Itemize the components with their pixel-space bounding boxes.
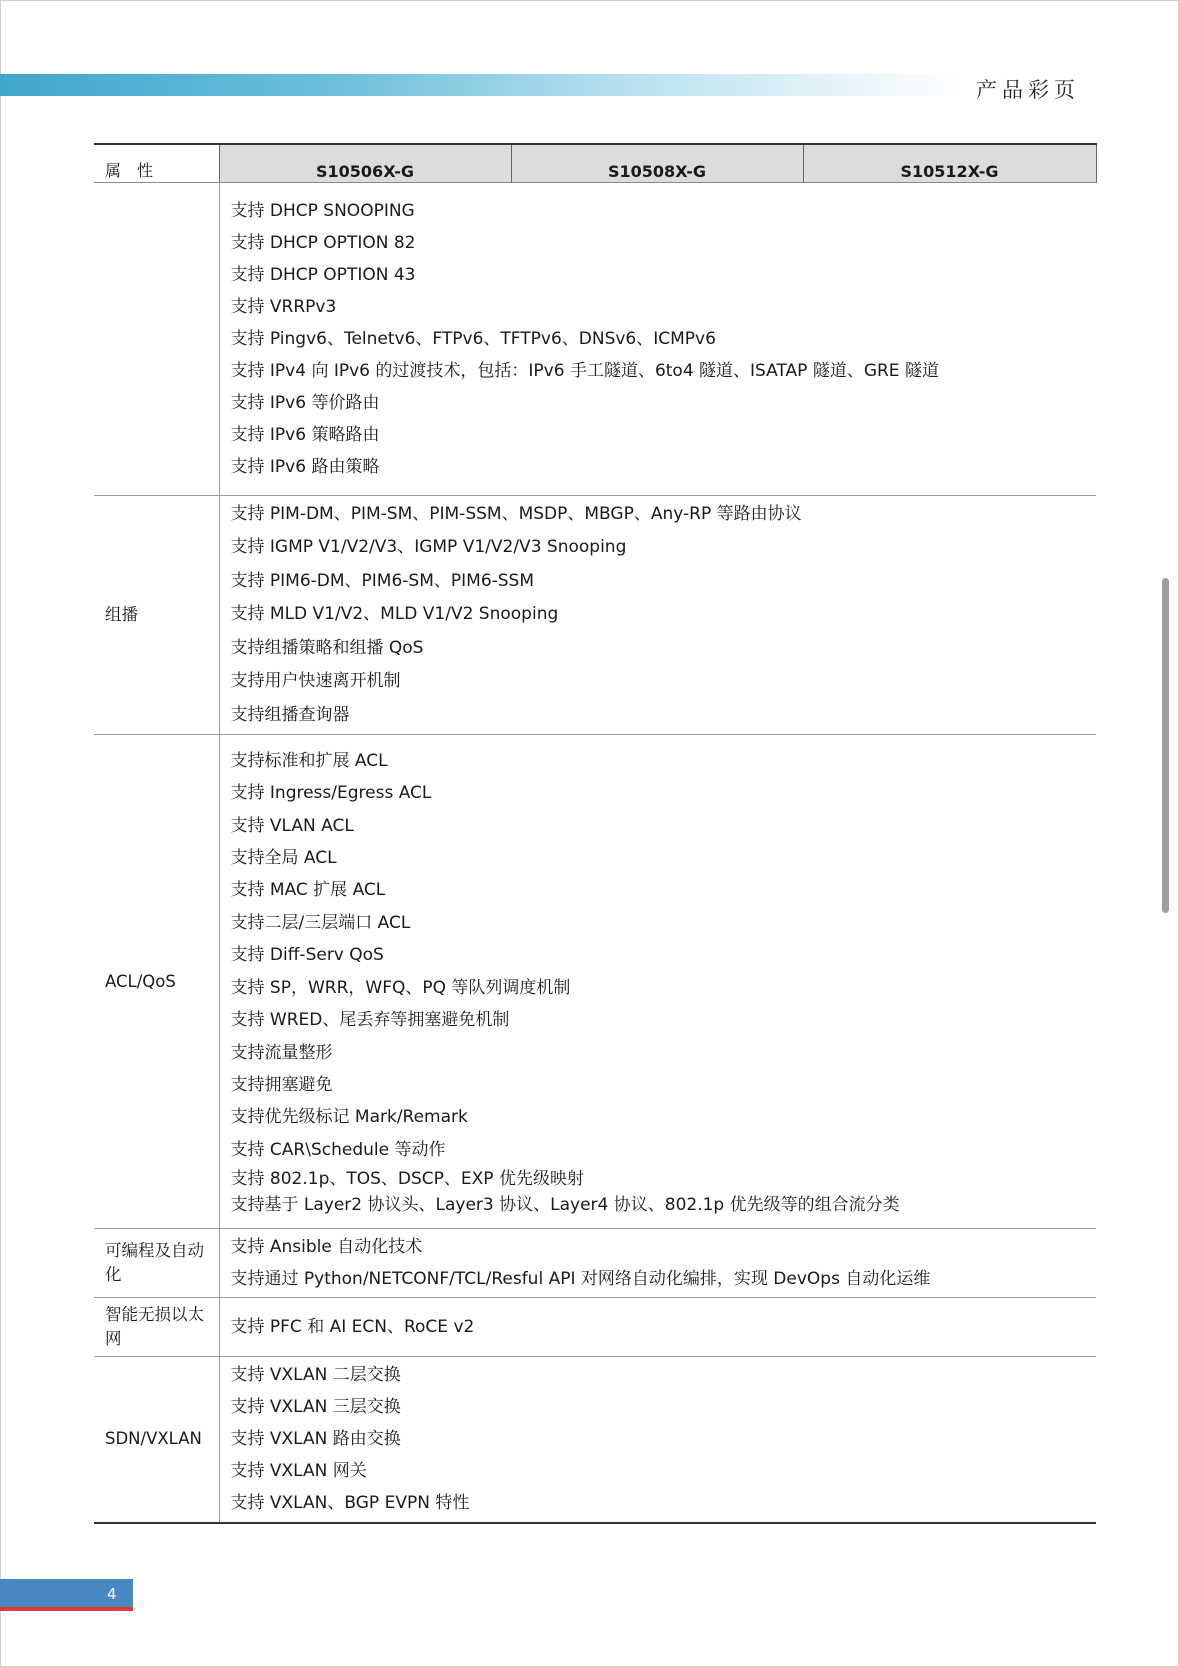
section-label: 组播 [94, 496, 219, 735]
model-column-header: S10512X-G [803, 144, 1096, 183]
list-item: 支持 VLAN ACL [230, 815, 354, 836]
page-header-title: 产品彩页 [976, 78, 1080, 102]
list-item: 支持用户快速离开机制 [230, 671, 401, 692]
section-content [219, 1229, 1096, 1298]
section-content [219, 1298, 1096, 1357]
section-label: 智能无损以太网 [94, 1298, 219, 1357]
model-column-header: S10508X-G [511, 144, 803, 183]
section-row [94, 183, 1096, 496]
list-item: 支持流量整形 [230, 1042, 333, 1063]
attr-column-header: 属 性 [94, 144, 219, 183]
list-item: 支持 DHCP OPTION 43 [230, 265, 416, 285]
list-item: 支持拥塞避免 [230, 1074, 333, 1095]
list-item: 支持 MLD V1/V2、MLD V1/V2 Snooping [230, 604, 559, 625]
list-item: 支持二层/三层端口 ACL [230, 912, 411, 933]
list-item: 支持 CAR\Schedule 等动作 [230, 1139, 446, 1160]
list-item: 支持 VXLAN 路由交换 [230, 1429, 401, 1450]
list-item: 支持 Ingress/Egress ACL [230, 783, 432, 804]
list-item: 支持 VXLAN 二层交换 [230, 1365, 401, 1386]
list-item: 支持 Pingv6、Telnetv6、FTPv6、TFTPv6、DNSv6、ICMPv6 [230, 329, 716, 349]
section-content [219, 735, 1096, 1229]
page-number: 4 [107, 1585, 117, 1603]
list-item: 支持 SP，WRR，WFQ、PQ 等队列调度机制 [230, 977, 571, 998]
list-item: 支持 MAC 扩展 ACL [230, 880, 386, 901]
list-item: 支持 IGMP V1/V2/V3、IGMP V1/V2/V3 Snooping [230, 537, 627, 558]
section-content [219, 183, 1096, 496]
list-item: 支持 Ansible 自动化技术 [230, 1237, 423, 1257]
list-item: 支持通过 Python/NETCONF/TCL/Resful API 对网络自动化编排，实现 DevOps 自动化运维 [230, 1269, 931, 1289]
list-item: 支持 PIM-DM、PIM-SM、PIM-SSM、MSDP、MBGP、Any-RP 等路由协议 [230, 503, 802, 524]
list-item: 支持全局 ACL [230, 848, 337, 869]
model-column-header: S10506X-G [219, 144, 511, 183]
section-row [94, 496, 1096, 735]
list-item: 支持标准和扩展 ACL [230, 750, 388, 771]
section-row [94, 1229, 1096, 1298]
list-item: 支持 IPv4 向 IPv6 的过渡技术，包括：IPv6 手工隧道、6to4 隧道、ISATAP 隧道、GRE 隧道 [230, 361, 939, 381]
list-item: 支持优先级标记 Mark/Remark [230, 1107, 468, 1128]
header-band [0, 74, 960, 96]
list-item: 支持 VXLAN 三层交换 [230, 1397, 401, 1418]
vertical-scrollbar[interactable] [1162, 578, 1169, 913]
list-item: 支持 IPv6 等价路由 [230, 393, 380, 413]
section-label: ACL/QoS [94, 735, 219, 1229]
section-row [94, 735, 1096, 1229]
list-item: 支持 PIM6-DM、PIM6-SM、PIM6-SSM [230, 570, 535, 591]
list-item: 支持 IPv6 策略路由 [230, 425, 380, 445]
section-row [94, 1357, 1096, 1523]
section-row [94, 1298, 1096, 1357]
list-item: 支持 DHCP OPTION 82 [230, 233, 416, 253]
list-item: 支持 VXLAN 网关 [230, 1461, 367, 1482]
list-item: 支持 VXLAN、BGP EVPN 特性 [230, 1493, 470, 1514]
list-item: 支持 PFC 和 AI ECN、RoCE v2 [230, 1317, 475, 1337]
table-header-row [94, 144, 1096, 183]
list-item: 支持 802.1p、TOS、DSCP、EXP 优先级映射 [230, 1169, 584, 1190]
section-label [94, 183, 219, 496]
list-item: 支持 Diff-Serv QoS [230, 945, 384, 966]
spec-table [94, 143, 1097, 1524]
list-item: 支持 VRRPv3 [230, 297, 337, 317]
section-content [219, 496, 1096, 735]
list-item: 支持 DHCP SNOOPING [230, 201, 415, 221]
list-item: 支持组播查询器 [230, 704, 350, 725]
list-item: 支持基于 Layer2 协议头、Layer3 协议、Layer4 协议、802.1p 优先级等的组合流分类 [230, 1195, 900, 1216]
section-label: 可编程及自动化 [94, 1229, 219, 1298]
list-item: 支持 WRED、尾丢弃等拥塞避免机制 [230, 1010, 510, 1031]
list-item: 支持组播策略和组播 QoS [230, 637, 424, 658]
list-item: 支持 IPv6 路由策略 [230, 457, 380, 477]
section-label: SDN/VXLAN [94, 1357, 219, 1523]
section-content [219, 1357, 1096, 1523]
